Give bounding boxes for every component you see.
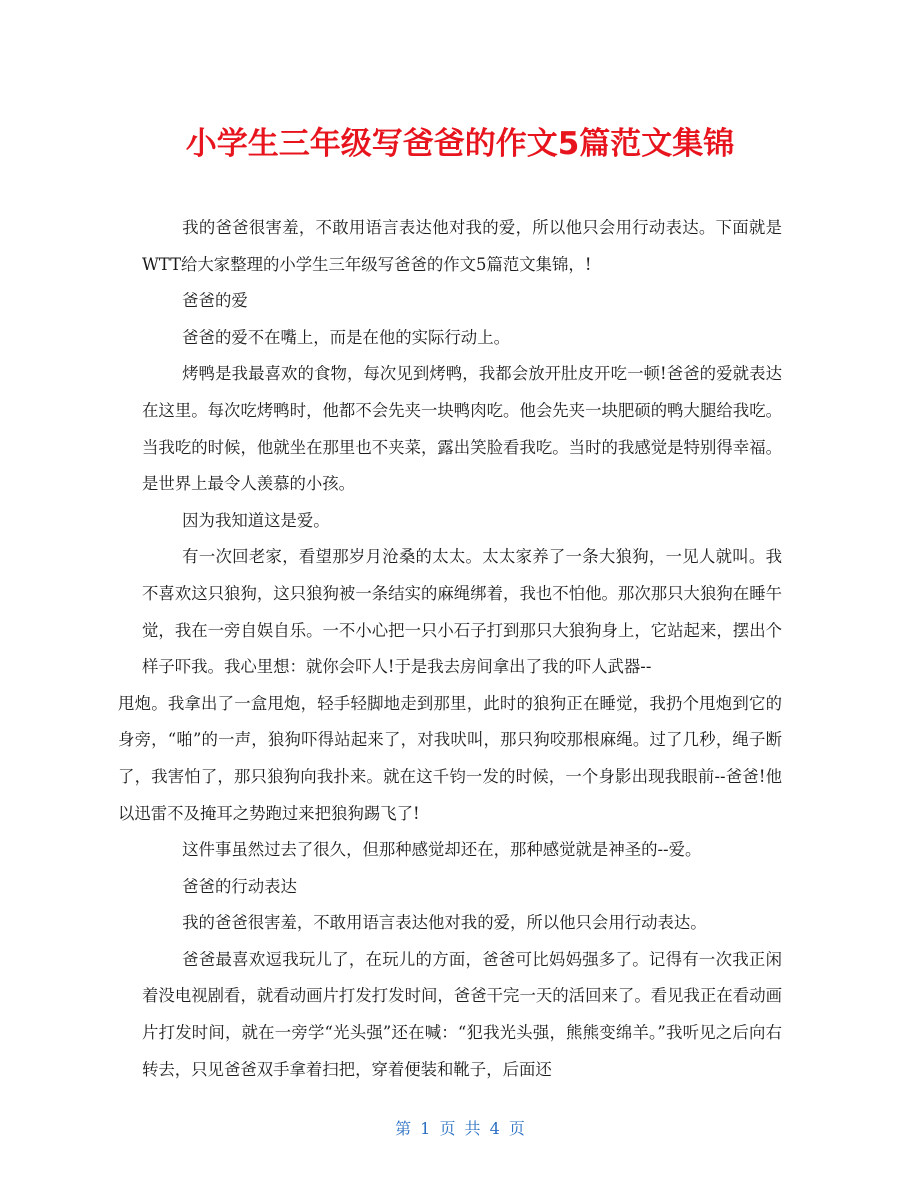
paragraph: 甩炮。我拿出了一盒甩炮，轻手轻脚地走到那里，此时的狼狗正在睡觉，我扔个甩炮到它的身旁，“啪”的一声，狼狗吓得站起来了，对我吠叫，那只狗咬那根麻绳。过了几秒，绳子断了，我害怕了，那只狼狗向我扑来。就在这千钧一发的时候，一个身影出现我眼前--爸爸!他以迅雷不及掩耳之势跑过来把狼狗踢飞了! (118, 693, 782, 823)
paragraph-intro: 我的爸爸很害羞，不敢用语言表达他对我的爱，所以他只会用行动表达。下面就是WTT给大家整理的小学生三年级写爸爸的作文5篇范文集锦，! (142, 218, 782, 274)
paragraph: 这件事虽然过去了很久，但那种感觉却还在，那种感觉就是神圣的--爱。 (182, 840, 702, 860)
paragraph: 爸爸最喜欢逗我玩儿了，在玩儿的方面，爸爸可比妈妈强多了。记得有一次我正闲着没电视剧看，就看动画片打发打发时间，爸爸干完一天的活回来了。看见我正在看动画片打发时间，就在一旁学“光头强”还在喊：“犯我光头强，熊熊变绵羊。”我听见之后向右转去，只见爸爸双手拿着扫把，穿着便装和靴子，后面还 (142, 949, 782, 1079)
paragraph: 烤鸭是我最喜欢的食物，每次见到烤鸭，我都会放开肚皮开吃一顿!爸爸的爱就表达在这里。每次吃烤鸭时，他都不会先夹一块鸭肉吃。他会先夹一块肥硕的鸭大腿给我吃。当我吃的时候，他就坐在那里也不夹菜，露出笑脸看我吃。当时的我感觉是特别得幸福。是世界上最令人羡慕的小孩。 (142, 364, 782, 494)
section-heading-dad-actions: 爸爸的行动表达 (182, 876, 297, 896)
document-body (118, 210, 782, 1088)
paragraph: 有一次回老家，看望那岁月沧桑的太太。太太家养了一条大狼狗，一见人就叫。我不喜欢这只狼狗，这只狼狗被一条结实的麻绳绑着，我也不怕他。那次那只大狼狗在睡午觉，我在一旁自娱自乐。一不小心把一只小石子打到那只大狼狗身上，它站起来，摆出个样子吓我。我心里想：就你会吓人!于是我去房间拿出了我的吓人武器-- (142, 547, 782, 677)
paragraph: 爸爸的爱不在嘴上，而是在他的实际行动上。 (182, 327, 510, 347)
paragraph: 我的爸爸很害羞，不敢用语言表达他对我的爱，所以他只会用行动表达。 (182, 913, 707, 933)
paragraph: 因为我知道这是爱。 (182, 510, 330, 530)
page-footer: 第 1 页 共 4 页 (395, 1119, 525, 1138)
section-heading-dad-love: 爸爸的爱 (182, 291, 248, 311)
document-title: 小学生三年级写爸爸的作文5篇范文集锦 (185, 126, 735, 162)
